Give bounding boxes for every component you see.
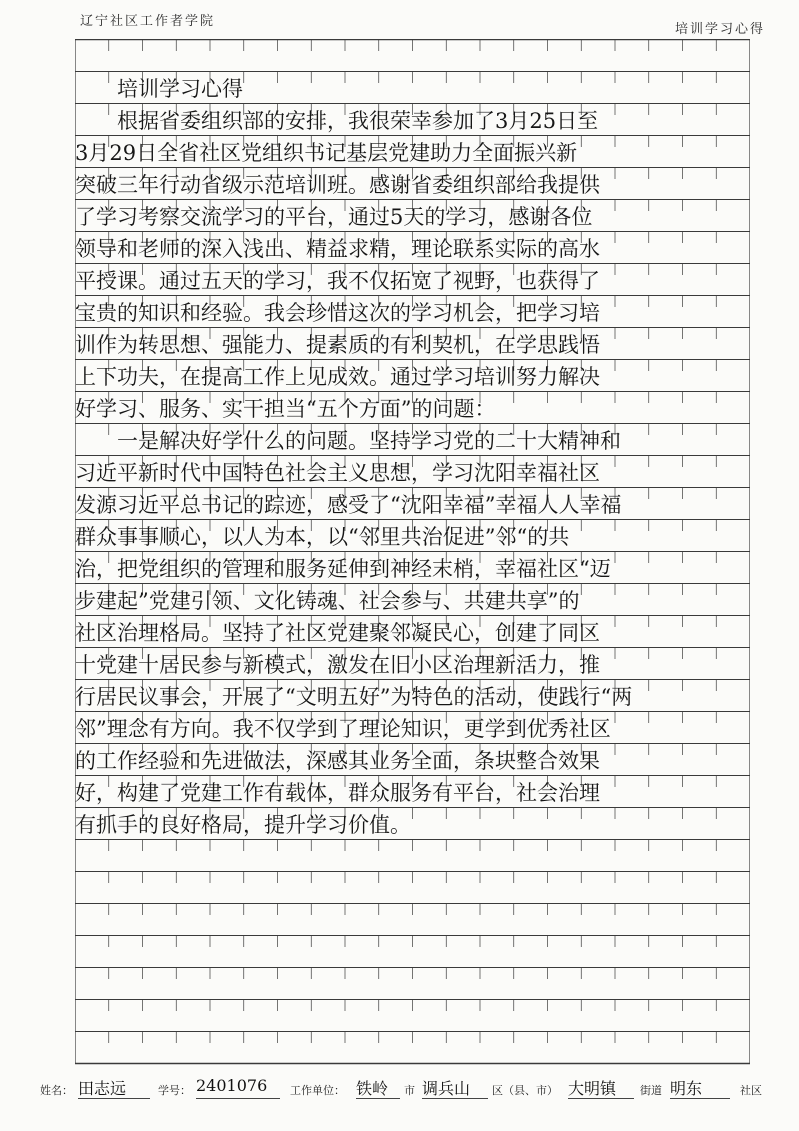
name-value: 田志远 xyxy=(78,1076,150,1099)
text-line: 上下功夫，在提高工作上见成效。通过学习培训努力解决 xyxy=(75,365,600,389)
text-line: 培训学习心得 xyxy=(75,77,243,101)
text-line: 十党建十居民参与新模式，激发在旧小区治理新活力，推 xyxy=(75,653,600,677)
city-value: 铁岭 xyxy=(356,1076,400,1099)
text-line: 宝贵的知识和经验。我会珍惜这次的学习机会，把学习培 xyxy=(75,301,600,325)
text-line: 领导和老师的深入浅出、精益求精，理论联系实际的高水 xyxy=(75,237,600,261)
text-line: 好学习、服务、实干担当“五个方面”的问题： xyxy=(75,397,496,421)
town-value: 大明镇 xyxy=(568,1076,634,1099)
text-line: 社区治理格局。坚持了社区党建聚邻凝民心，创建了同区 xyxy=(75,621,600,645)
city-label: 市 xyxy=(404,1084,415,1097)
name-label: 姓名： xyxy=(40,1084,73,1097)
text-line: 发源习近平总书记的踪迹，感受了“沈阳幸福”幸福人人幸福 xyxy=(75,493,622,517)
text-line: 根据省委组织部的安排，我很荣幸参加了3月25日至 xyxy=(75,109,599,133)
institution-header: 辽宁社区工作者学院 xyxy=(80,14,216,29)
writing-grid xyxy=(75,39,750,1071)
text-line: 训作为转思想、强能力、提素质的有利契机，在学思践悟 xyxy=(75,333,600,357)
text-line xyxy=(75,41,750,73)
text-line: 行居民议事会，开展了“文明五好”为特色的活动，使践行“两 xyxy=(75,685,633,709)
student-id-label: 学号： xyxy=(158,1084,191,1097)
text-line: 治，把党组织的管理和服务延伸到神经末梢，幸福社区“迈 xyxy=(75,557,611,581)
text-line: 有抓手的良好格局，提升学习价值。 xyxy=(75,813,411,837)
text-line: 突破三年行动省级示范培训班。感谢省委组织部给我提供 xyxy=(75,173,600,197)
text-line: 群众事事顺心，以人为本，以“邻里共治促进”邻“的共 xyxy=(75,525,570,549)
text-line: 邻”理念有方向。我不仅学到了理论知识，更学到优秀社区 xyxy=(75,717,611,741)
community-label: 社区 xyxy=(740,1084,762,1097)
text-line: 好，构建了党建工作有载体，群众服务有平台，社会治理 xyxy=(75,781,600,805)
street-label: 街道 xyxy=(640,1084,662,1097)
footer-info xyxy=(40,1076,780,1104)
text-line: 步建起”党建引领、文化铸魂、社会参与、共建共享”的 xyxy=(75,589,580,613)
student-id-value: 2401076 xyxy=(196,1076,280,1099)
text-line: 的工作经验和先进做法，深感其业务全面，条块整合效果 xyxy=(75,749,600,773)
district-value: 调兵山 xyxy=(422,1076,488,1099)
community-value: 明东 xyxy=(670,1076,730,1099)
text-line: 3月29日全省社区党组织书记基层党建助力全面振兴新 xyxy=(75,141,578,165)
work-unit-label: 工作单位： xyxy=(290,1084,345,1097)
text-line: 了学习考察交流学习的平台，通过5天的学习，感谢各位 xyxy=(75,205,593,229)
text-line: 一是解决好学什么的问题。坚持学习党的二十大精神和 xyxy=(75,429,621,453)
text-line: 习近平新时代中国特色社会主义思想，学习沈阳幸福社区 xyxy=(75,461,600,485)
document-type-header: 培训学习心得 xyxy=(674,22,765,37)
text-line: 平授课。通过五天的学习，我不仅拓宽了视野，也获得了 xyxy=(75,269,600,293)
district-label: 区（县、市） xyxy=(492,1084,558,1097)
